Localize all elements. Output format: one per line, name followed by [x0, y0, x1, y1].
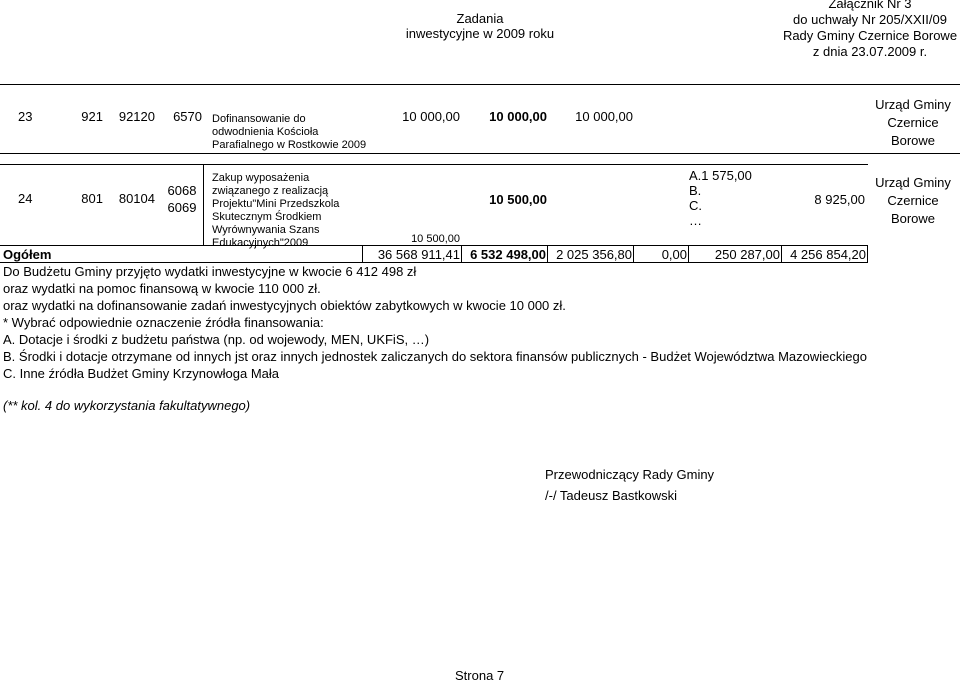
total-divider-7 — [867, 245, 868, 262]
task-name — [212, 172, 339, 250]
note-line: Do Budżetu Gminy przyjęto wydatki inwestycyjne w kwocie 6 412 498 zł — [3, 264, 417, 279]
year-2009-expense: 10 500,00 — [489, 192, 547, 207]
total-label: Ogółem — [3, 247, 52, 262]
other-funds: 8 925,00 — [814, 192, 865, 207]
paragraph-line: 6068 — [167, 183, 197, 198]
footnote: (** kol. 4 do wykorzystania fakultatywnego) — [3, 398, 251, 413]
task-name-line: Parafialnego w Rostkowie 2009 — [212, 139, 367, 151]
total-value: 250 287,00 — [714, 247, 780, 262]
funding-source-line: … — [689, 213, 702, 228]
responsible-unit — [858, 96, 960, 150]
task-name-line: związanego z realizacją — [212, 185, 329, 197]
document-title — [380, 11, 580, 41]
unit-line: Urząd Gminy — [875, 175, 951, 190]
note-line: oraz wydatki na dofinansowanie zadań inwestycyjnych obiektów zabytkowych w kwocie 10 000 zł. — [3, 298, 566, 313]
task-name — [212, 113, 366, 152]
notes — [3, 263, 867, 382]
council-name: Rady Gminy Czernice Borowe — [782, 28, 958, 43]
total-value: 6 532 498,00 — [470, 247, 546, 262]
signature-block — [545, 464, 714, 506]
task-name-line: Zakup wyposażenia — [212, 172, 310, 184]
funding-source-line: A.1 575,00 — [689, 168, 752, 183]
funding-source-line: B. — [689, 183, 702, 198]
own-funds: 10 000,00 — [575, 109, 633, 124]
resolution-number: do uchwały Nr 205/XXII/09 — [793, 12, 947, 27]
division-code: 921 — [81, 109, 103, 124]
total-cost: 10 000,00 — [402, 109, 460, 124]
note-line: oraz wydatki na pomoc finansową w kwocie 110 000 zł. — [3, 281, 321, 296]
row-number: 23 — [18, 109, 33, 124]
paragraph-code — [160, 182, 204, 216]
task-name-line: Projektu"Mini Przedszkola — [212, 198, 340, 210]
paragraph-code: 6570 — [173, 109, 202, 124]
signature-name: /-/ Tadeusz Bastkowski — [545, 488, 677, 503]
funding-source-line: C. — [689, 198, 702, 213]
unit-line: Urząd Gminy — [875, 97, 951, 112]
note-line: A. Dotacje i środki z budżetu państwa (np. od wojewody, MEN, UKFiS, …) — [3, 332, 430, 347]
attachment-header — [770, 0, 960, 60]
title-line-2: inwestycyjne w 2009 roku — [405, 26, 555, 41]
table-top-border — [0, 84, 960, 85]
total-cost: 10 500,00 — [411, 233, 460, 245]
page-number: Strona 7 — [455, 668, 505, 683]
responsible-unit — [858, 174, 960, 228]
note-line: * Wybrać odpowiednie oznaczenie źródła finansowania: — [3, 315, 324, 330]
total-value: 2 025 356,80 — [556, 247, 632, 262]
attachment-number: Załącznik Nr 3 — [828, 0, 912, 11]
row-separator-2 — [0, 164, 868, 165]
total-value: 36 568 911,41 — [377, 247, 460, 262]
note-line: C. Inne źródła Budżet Gminy Krzynowłoga Mała — [3, 366, 280, 381]
task-name-line: odwodnienia Kościoła — [212, 126, 319, 138]
total-value: 4 256 854,20 — [790, 247, 866, 262]
note-line: B. Środki i dotacje otrzymane od innych jst oraz innych jednostek zaliczanych do sektora finansów publicznych - Budżet Województwa Mazowieckiego — [3, 349, 867, 364]
unit-line: Czernice — [887, 193, 939, 208]
paragraph-line: 6069 — [167, 200, 197, 215]
total-value: 0,00 — [661, 247, 687, 262]
year-2009-expense: 10 000,00 — [489, 109, 547, 124]
chapter-code: 92120 — [118, 109, 155, 124]
title-line-1: Zadania — [456, 11, 504, 26]
task-name-line: Skutecznym Środkiem — [212, 211, 322, 223]
signature-title: Przewodniczący Rady Gminy — [545, 467, 715, 482]
task-name-line: Edukacyjnych"2009 — [212, 237, 309, 249]
funding-sources — [689, 168, 752, 228]
resolution-date: z dnia 23.07.2009 r. — [812, 44, 928, 59]
unit-line: Borowe — [890, 133, 936, 148]
division-code: 801 — [81, 191, 103, 206]
chapter-code: 80104 — [118, 191, 155, 206]
task-name-line: Wyrównywania Szans — [212, 224, 320, 236]
row-separator — [0, 153, 960, 154]
row-number: 24 — [18, 191, 33, 206]
task-name-line: Dofinansowanie do — [212, 113, 306, 125]
unit-line: Czernice — [887, 115, 939, 130]
unit-line: Borowe — [890, 211, 936, 226]
